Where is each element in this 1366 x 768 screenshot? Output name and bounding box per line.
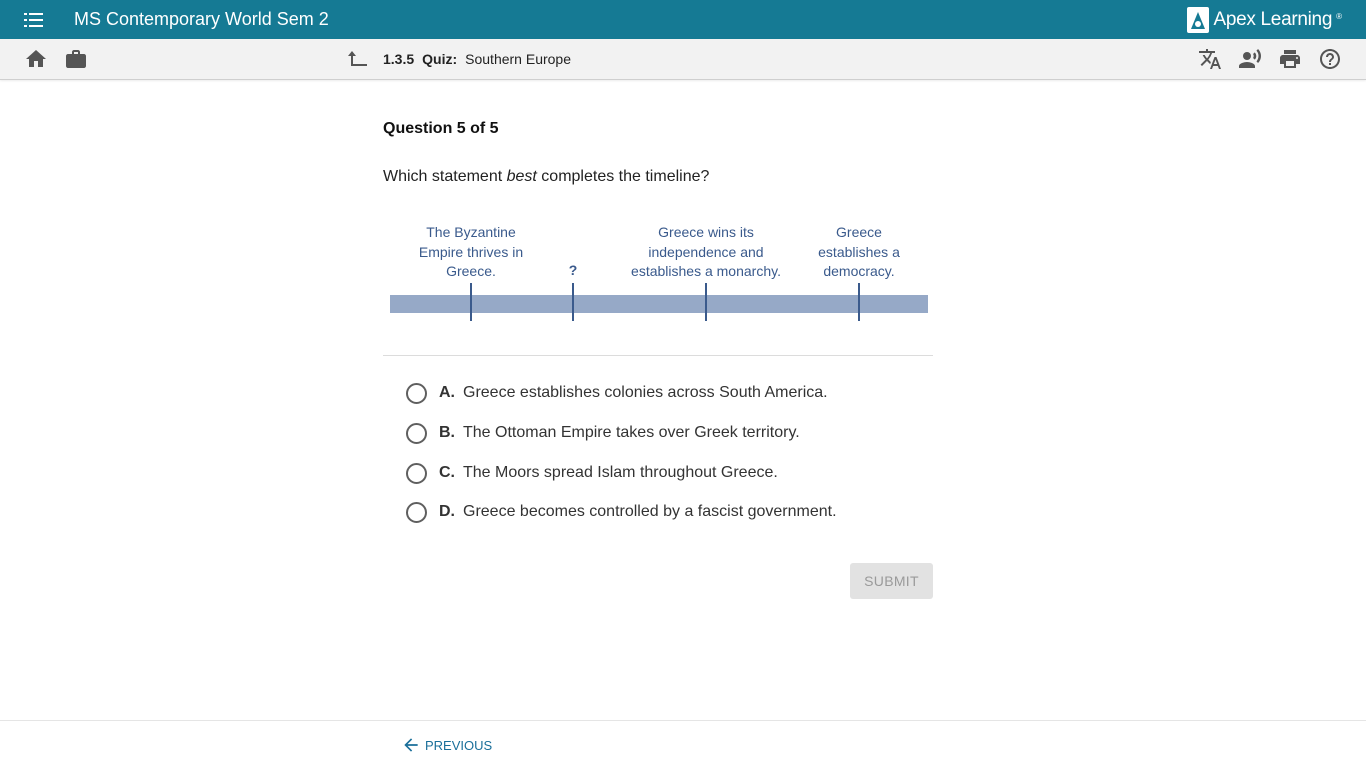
bottom-nav [0,720,1366,768]
apex-learning-logo [1187,6,1342,34]
submit-button[interactable]: SUBMIT [850,563,933,599]
event-4-line-3: democracy. [823,263,895,279]
translate-icon[interactable] [1198,47,1222,71]
answer-option-a[interactable] [406,381,828,405]
divider [383,355,933,356]
prompt-end: completes the timeline? [536,168,710,185]
answer-option-d[interactable] [406,500,837,524]
option-letter: C. [439,464,455,481]
previous-label: PREVIOUS [425,737,493,753]
course-title: MS Contemporary World Sem 2 [74,9,329,29]
option-text: Greece becomes controlled by a fascist government. [463,503,837,520]
timeline-graphic [383,215,933,325]
back-up-arrow-icon[interactable] [347,47,371,71]
answer-option-b[interactable] [406,421,800,445]
briefcase-icon[interactable] [64,47,88,71]
apex-logo-icon [1187,7,1209,33]
option-text: The Ottoman Empire takes over Greek territory. [463,424,800,441]
brand-trademark: ® [1336,12,1342,21]
event-4-line-2: establishes a [818,243,900,260]
event-3-line-3: establishes a monarchy. [631,263,781,279]
option-letter: A. [439,384,455,401]
app-header [0,0,1366,39]
radio-button-d[interactable] [406,502,427,523]
answer-option-c[interactable] [406,461,778,485]
event-1-line-3: Greece. [446,263,496,279]
brand-name: Apex Learning [1213,9,1333,30]
lesson-title: Southern Europe [465,51,571,67]
radio-button-c[interactable] [406,463,427,484]
prompt-emphasis: best [506,168,537,185]
help-icon[interactable] [1318,47,1342,71]
question-counter: Question 5 of 5 [383,120,499,137]
event-1-line-1: The Byzantine [426,224,516,240]
option-text: Greece establishes colonies across South America. [463,384,828,401]
event-1-line-2: Empire thrives in [418,243,524,260]
prompt-start: Which statement [383,168,507,185]
event-4-line-1: Greece [836,224,882,240]
lesson-kind: Quiz: [422,51,458,67]
breadcrumb [383,51,571,67]
radio-button-a[interactable] [406,383,427,404]
lesson-number: 1.3.5 [383,51,415,67]
question-prompt [383,168,709,186]
home-icon[interactable] [24,47,48,71]
timeline-figure [383,215,933,325]
read-aloud-icon[interactable] [1238,47,1262,71]
event-3-line-2: independence and [648,243,764,260]
print-icon[interactable] [1278,47,1302,71]
event-3-line-1: Greece wins its [658,224,754,240]
option-letter: D. [439,503,455,520]
arrow-left-icon [401,735,421,755]
event-2-line-1: ? [568,262,578,278]
option-letter: B. [439,424,455,441]
option-text: The Moors spread Islam throughout Greece. [463,464,778,481]
radio-button-b[interactable] [406,423,427,444]
lesson-toolbar [0,39,1366,80]
menu-icon[interactable] [24,10,48,30]
previous-button[interactable] [401,735,492,755]
